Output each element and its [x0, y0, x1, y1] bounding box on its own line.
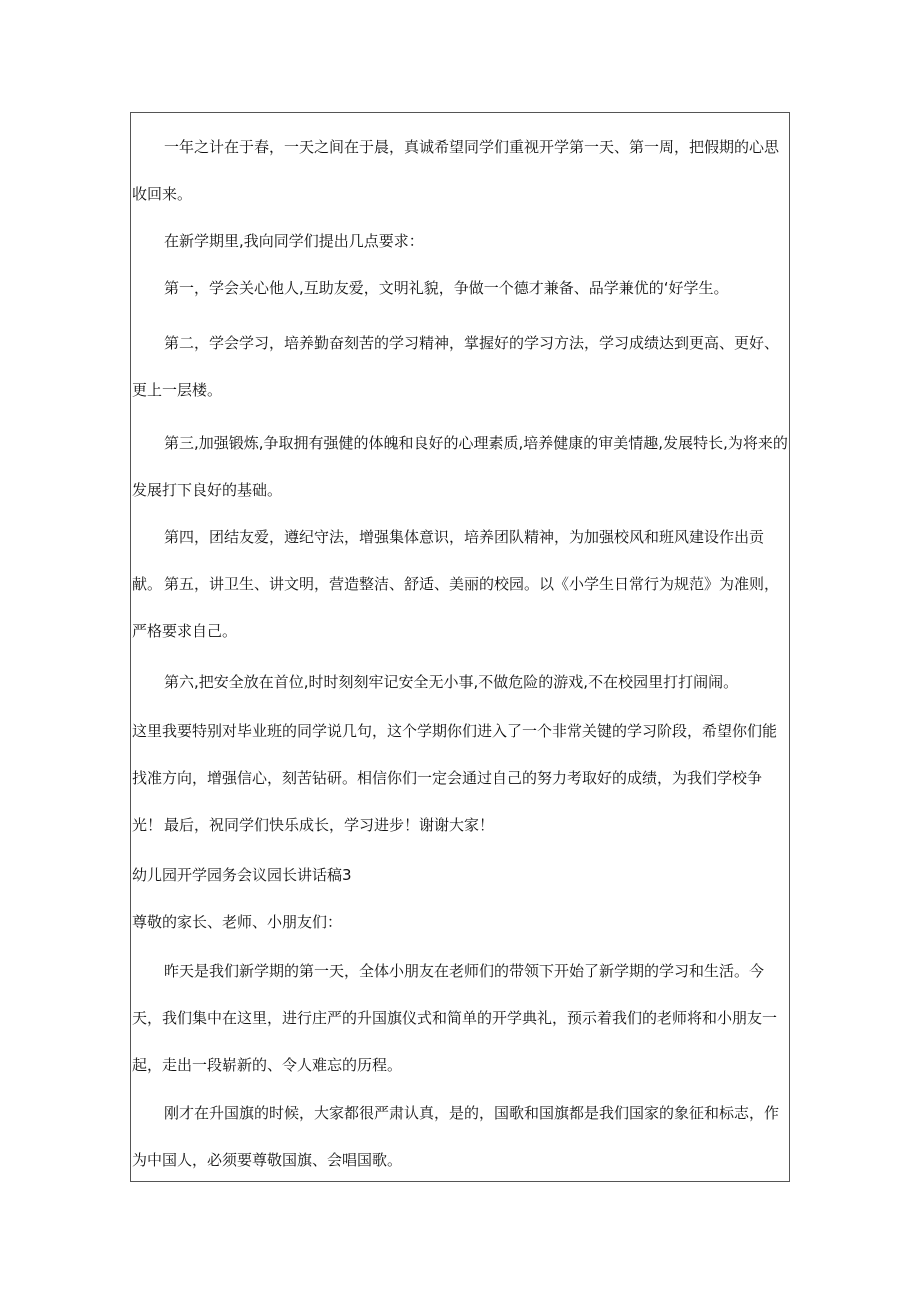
paragraph-first: 第一，学会关心他人,互助友爱，文明礼貌，争做一个德才兼备、品学兼优的‘好学生。 [164, 279, 729, 297]
paragraph-sixth: 第六,把安全放在首位,时时刻刻牢记安全无小事,不做危险的游戏,不在校园里打打闹闹。 [164, 673, 739, 691]
paragraph-requirements-intro: 在新学期里,我向同学们提出几点要求： [164, 232, 424, 250]
paragraph-graduating-class: 这里我要特别对毕业班的同学说几句，这个学期你们进入了一个非常关键的学习阶段，希望你们能找准方向，增强信心，刻苦钻研。相信你们一定会通过自己的努力考取好的成绩，为我们学校争光！ [132, 722, 778, 834]
paragraph-first-day: 昨天是我们新学期的第一天，全体小朋友在老师们的带领下开始了新学期的学习和生活。今天，我们集中在这里，进行庄严的升国旗仪式和简单的开学典礼，预示着我们的老师将和小朋友一起，走出一段崭新的、令人难忘的历程。 [132, 962, 778, 1074]
paragraph-second: 第二，学会学习，培养勤奋刻苦的学习精神，掌握好的学习方法，学习成绩达到更高、更好、更上一层楼。 [132, 334, 780, 399]
section-title: 幼儿园开学园务会议园长讲话稿3 [132, 866, 352, 884]
paragraph-third: 第三,加强锻炼,争取拥有强健的体魄和良好的心理素质,培养健康的审美情趣,发展特长,为将来的发展打下良好的基础。 [132, 434, 788, 499]
paragraph-new-year-morning: 一年之计在于春，一天之间在于晨，真诚希望同学们重视开学第一天、第一周，把假期的心思收回来。 [132, 138, 780, 203]
paragraph-closing-wishes: 最后，祝同学们快乐成长，学习进步！谢谢大家！ [164, 816, 495, 834]
paragraph-fourth: 第四，团结友爱，遵纪守法，增强集体意识，培养团队精神，为加强校风和班风建设作出贡献。 [132, 528, 765, 593]
salutation: 尊敬的家长、老师、小朋友们： [132, 913, 343, 931]
paragraph-flag-raising: 刚才在升国旗的时候，大家都很严肃认真，是的，国歌和国旗都是我们国家的象征和标志，作为中国人，必须要尊敬国旗、会唱国歌。 [132, 1104, 780, 1169]
paragraph-fifth: 第五，讲卫生、讲文明，营造整洁、舒适、美丽的校园。以《小学生日常行为规范》为准则，严格要求自己。 [132, 575, 780, 640]
